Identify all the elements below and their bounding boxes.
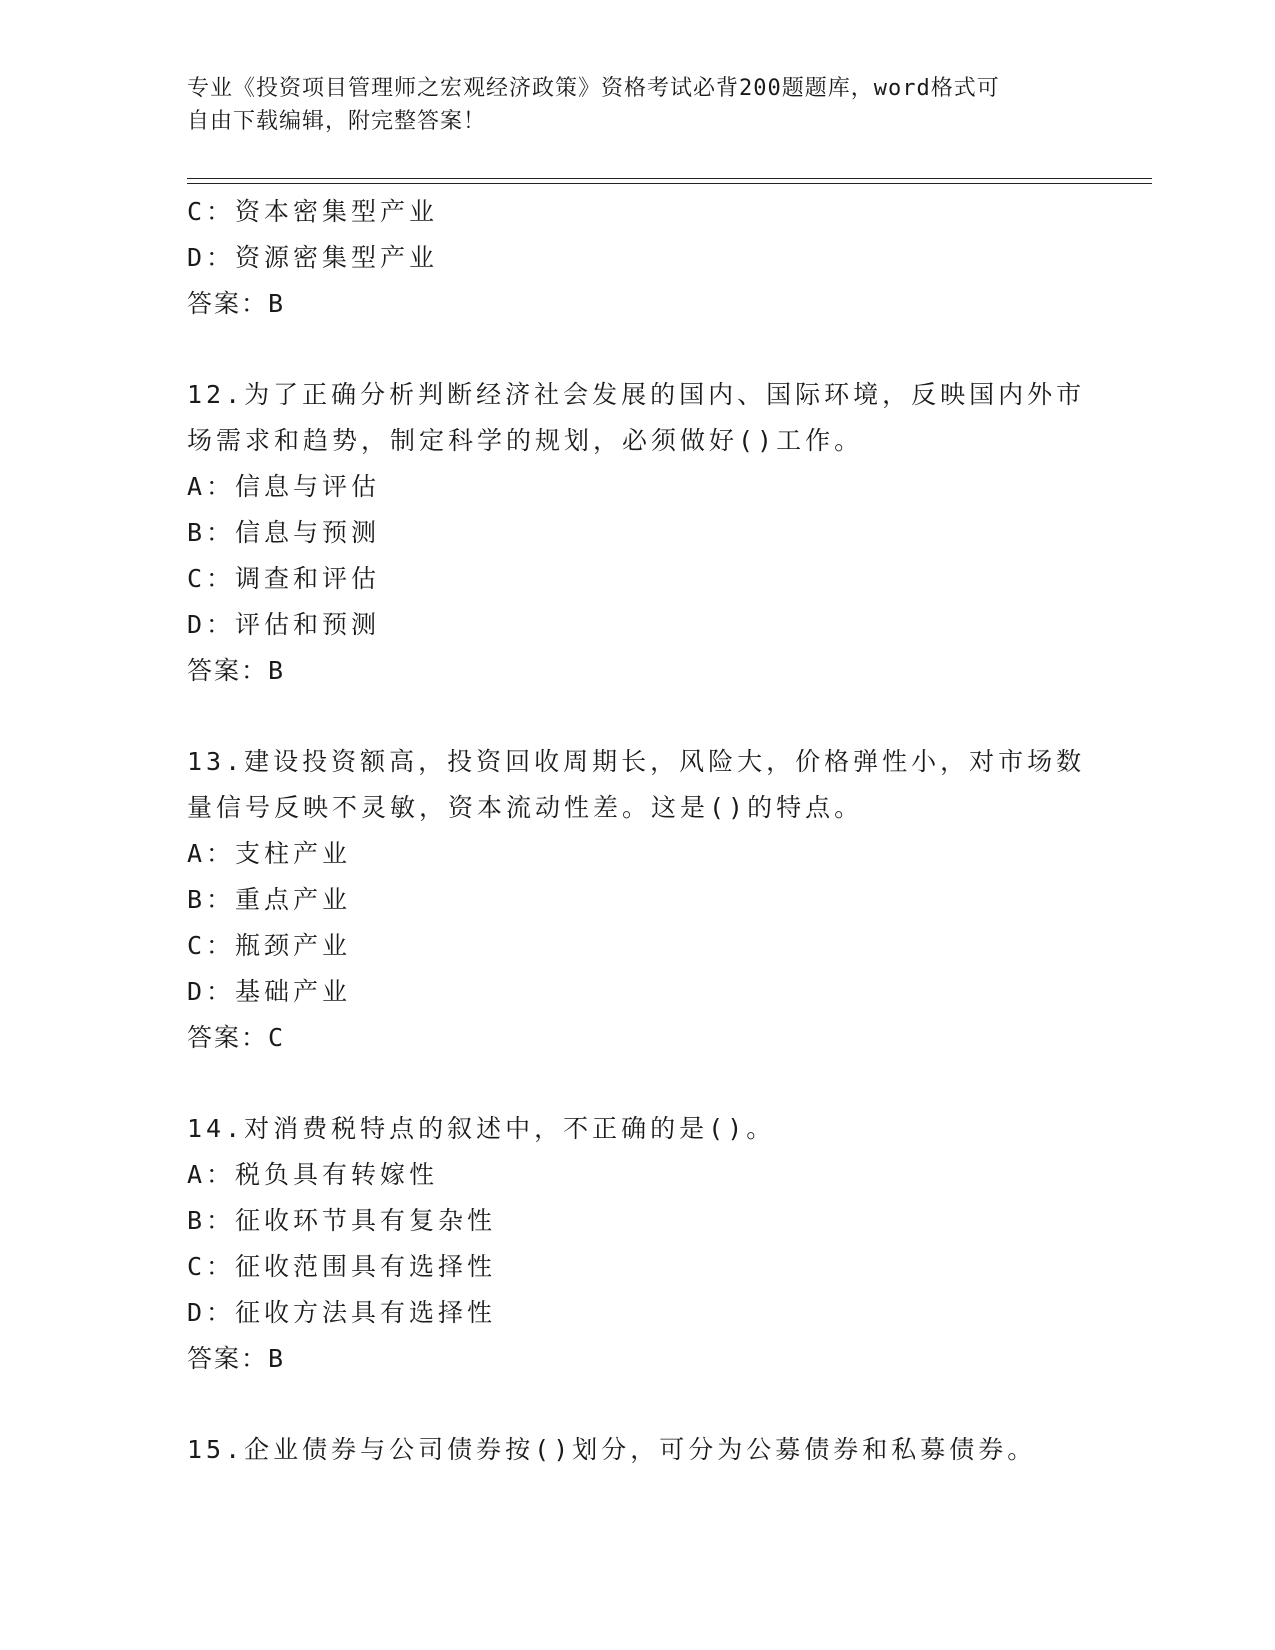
option-d: D：评估和预测 [187, 610, 381, 639]
spacer [187, 694, 1087, 739]
answer: 答案：B [187, 1344, 286, 1373]
option-a: A：支柱产业 [187, 839, 352, 868]
option-b: B：重点产业 [187, 885, 352, 914]
answer: 答案：B [187, 289, 286, 318]
header-divider-bottom [187, 183, 1152, 184]
header-text-line-1: 专业《投资项目管理师之宏观经济政策》资格考试必背200题题库，word格式可 [187, 76, 1000, 101]
answer: 答案：B [187, 656, 286, 685]
spacer [187, 1382, 1087, 1427]
option-a: A：信息与评估 [187, 472, 381, 501]
option-c: C：资本密集型产业 [187, 197, 439, 226]
header-divider-top [187, 178, 1152, 179]
option-d: D：资源密集型产业 [187, 243, 439, 272]
spacer [187, 1061, 1087, 1106]
question-text-line-1: 14.对消费税特点的叙述中，不正确的是()。 [187, 1114, 776, 1143]
question-13 [187, 739, 1087, 1061]
option-a: A：税负具有转嫁性 [187, 1160, 439, 1189]
question-14 [187, 1106, 1087, 1382]
question-15 [187, 1427, 1087, 1473]
spacer [187, 327, 1087, 372]
option-d: D：征收方法具有选择性 [187, 1298, 497, 1327]
option-c: C：征收范围具有选择性 [187, 1252, 497, 1281]
question-12 [187, 372, 1087, 694]
answer: 答案：C [187, 1023, 286, 1052]
question-text-line-1: 15.企业债券与公司债券按()划分，可分为公募债券和私募债券。 [187, 1435, 1037, 1464]
question-list [187, 189, 1087, 1473]
question-text-line-2: 量信号反映不灵敏，资本流动性差。这是()的特点。 [187, 793, 864, 822]
option-b: B：信息与预测 [187, 518, 381, 547]
question-11 [187, 189, 1087, 327]
question-text-line-2: 场需求和趋势，制定科学的规划，必须做好()工作。 [187, 426, 864, 455]
header-text-line-2: 自由下载编辑，附完整答案！ [187, 109, 487, 134]
option-b: B：征收环节具有复杂性 [187, 1206, 497, 1235]
option-c: C：调查和评估 [187, 564, 381, 593]
option-c: C：瓶颈产业 [187, 931, 352, 960]
question-text-line-1: 12.为了正确分析判断经济社会发展的国内、国际环境，反映国内外市 [187, 380, 1086, 409]
page-header [187, 72, 1067, 138]
option-d: D：基础产业 [187, 977, 352, 1006]
question-text-line-1: 13.建设投资额高，投资回收周期长，风险大，价格弹性小，对市场数 [187, 747, 1086, 776]
